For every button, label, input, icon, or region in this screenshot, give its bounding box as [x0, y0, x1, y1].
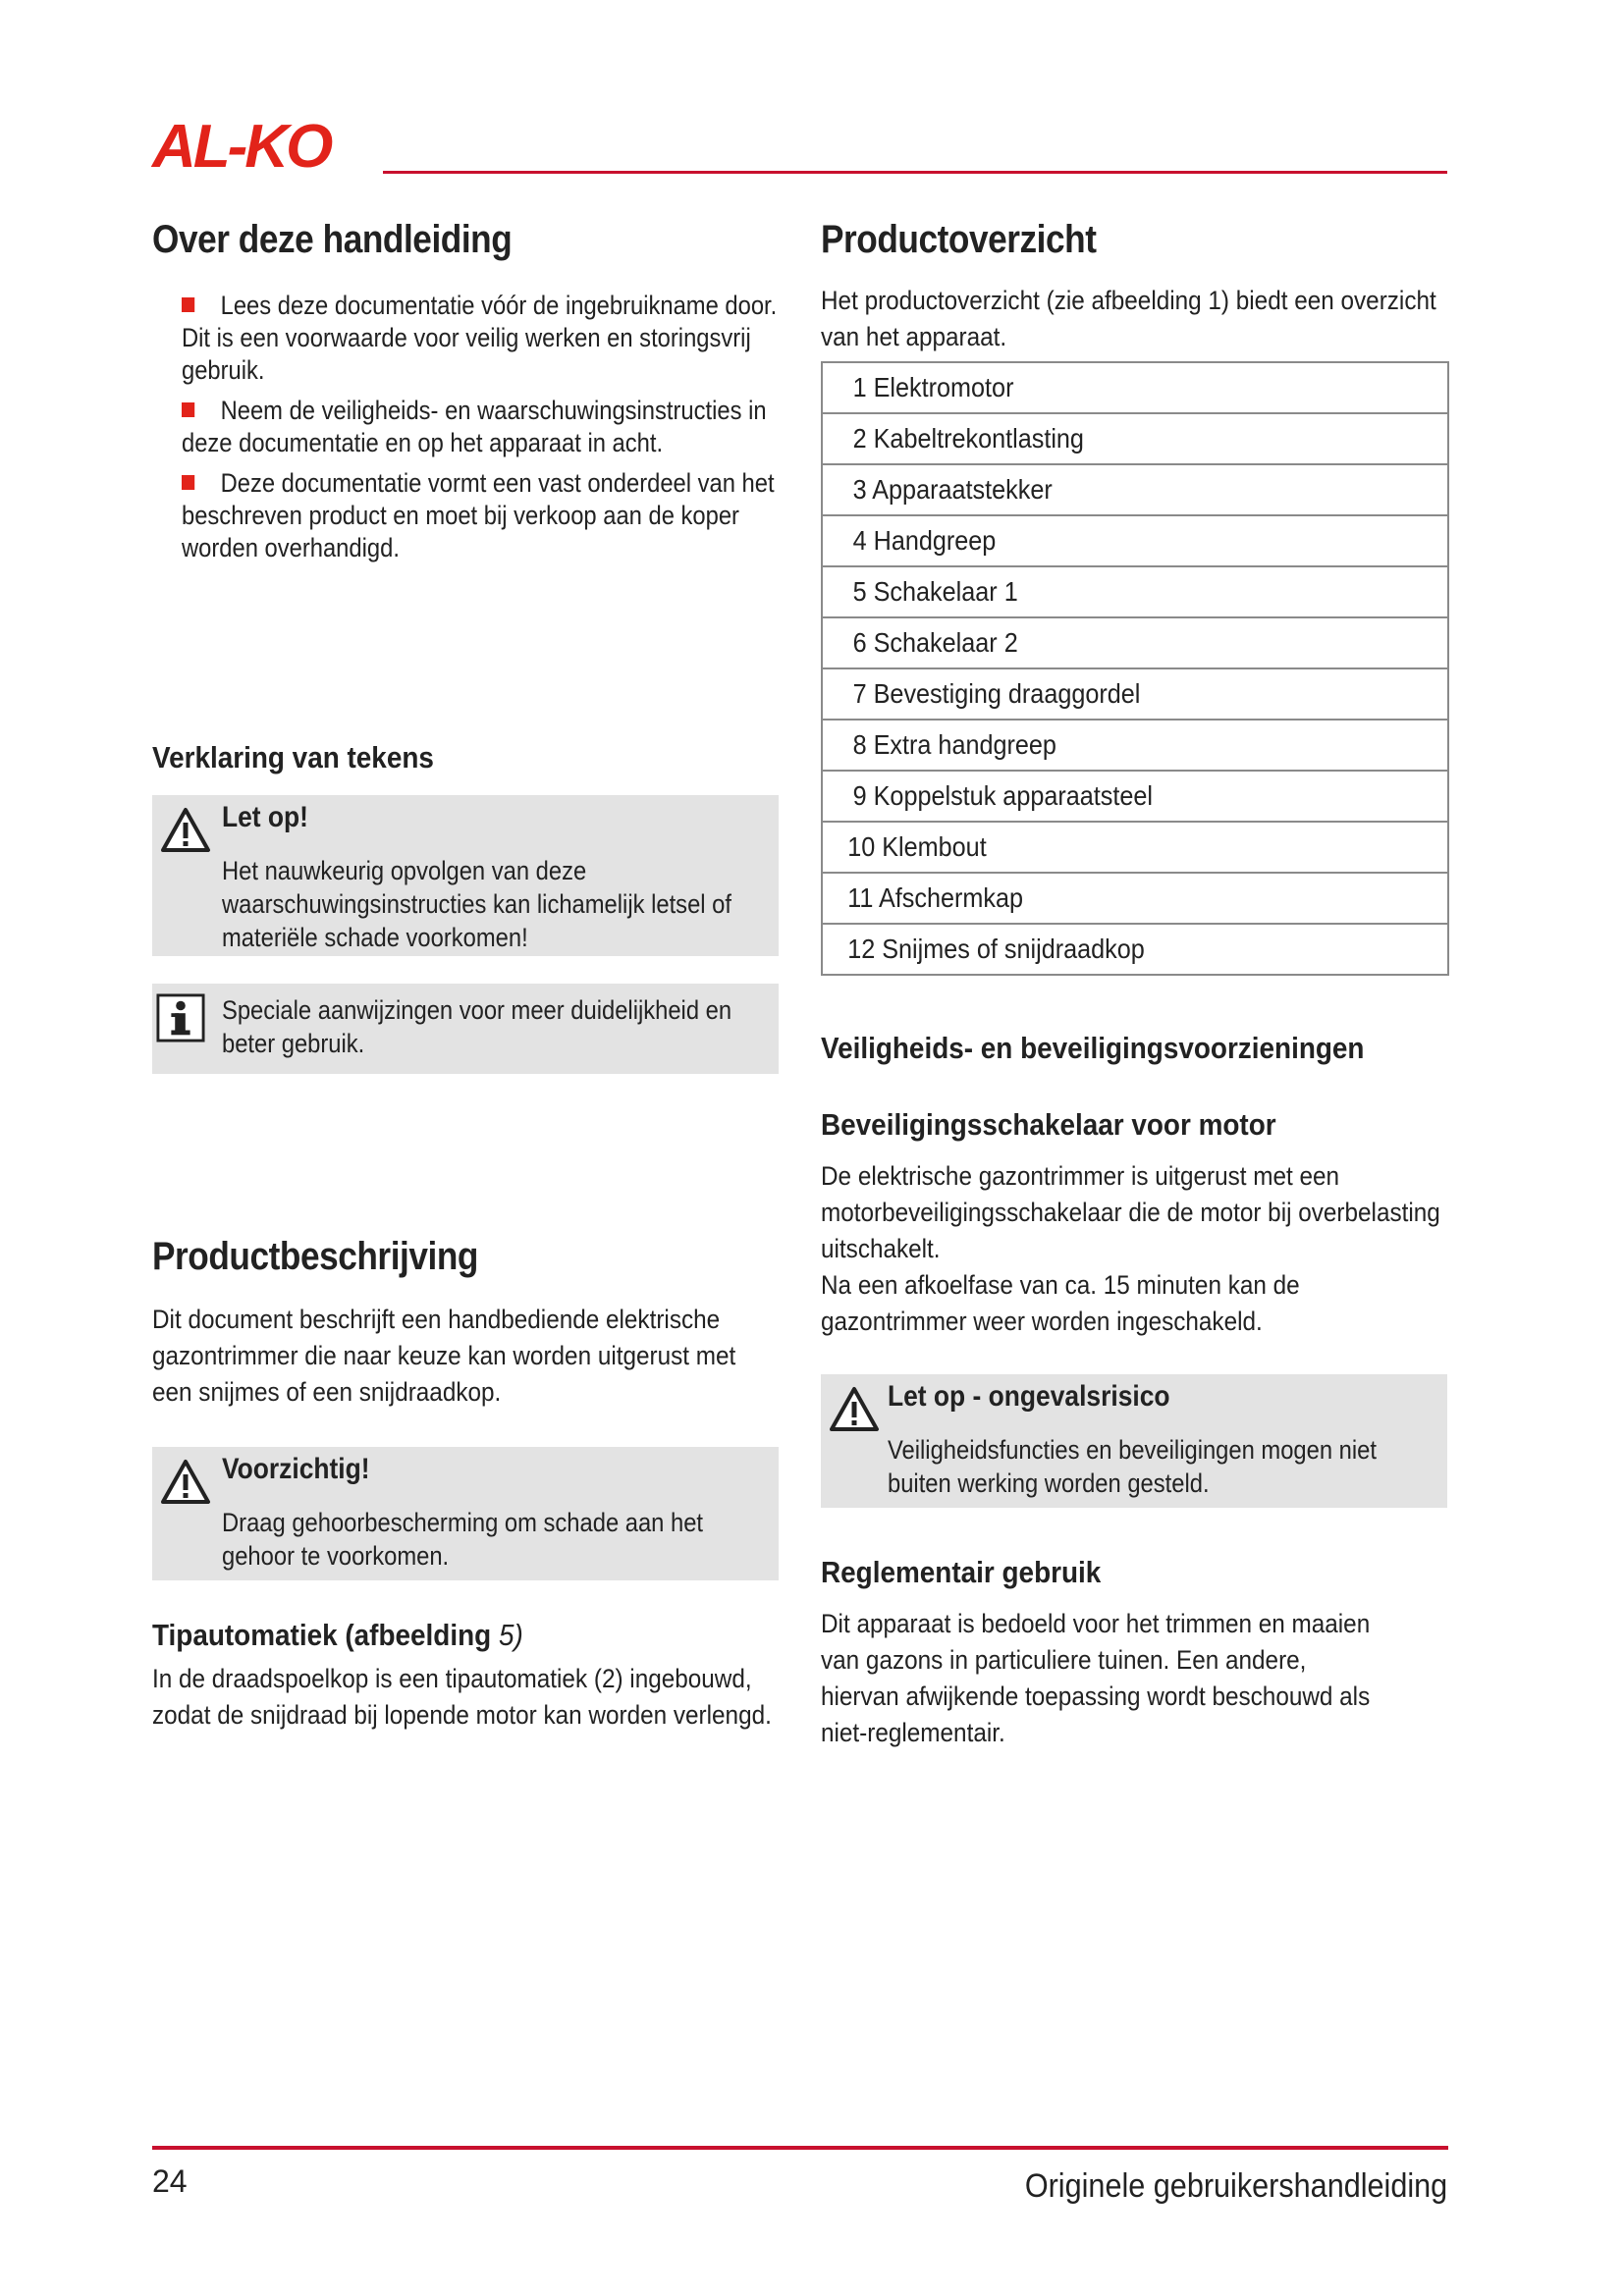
- warning-triangle-icon: [829, 1384, 880, 1435]
- caution-box: [152, 1447, 779, 1580]
- table-row: 7 Bevestiging draaggordel: [822, 668, 1448, 720]
- product-text: Dit document beschrijft een handbediende elektrische gazontrimmer die naar keuze kan worden uitgerust met een snijmes of een snijdraadkop.: [152, 1305, 736, 1407]
- overview-title: Productoverzicht: [821, 218, 1097, 261]
- logo-text: AL-KO: [152, 113, 331, 181]
- right-column: [821, 216, 1449, 1747]
- info-box: [152, 984, 779, 1074]
- alko-logo: [152, 113, 331, 181]
- table-row: 9 Koppelstuk apparaatsteel: [822, 771, 1448, 822]
- tip-text: In de draadspoelkop is een tipautomatiek (2) ingebouwd, zodat de snijdraad bij lopende motor kan worden verlengd.: [152, 1664, 772, 1730]
- bullet-item: Deze documentatie vormt een vast onderdeel van het beschreven product en moet bij verkoop aan de koper worden overhandigd.: [182, 468, 775, 562]
- info-icon: [156, 993, 205, 1042]
- signs-title: Verklaring van tekens: [152, 740, 434, 774]
- table-row: 8 Extra handgreep: [822, 720, 1448, 771]
- overview-text: Het productoverzicht (zie afbeelding 1) biedt een overzicht van het apparaat.: [821, 286, 1436, 351]
- bullet-square-icon: [182, 297, 194, 312]
- footer-rule: [152, 2146, 1448, 2150]
- header-rule: [383, 171, 1447, 174]
- about-title: Over deze handleiding: [152, 218, 513, 261]
- table-row: 11 Afschermkap: [822, 873, 1448, 924]
- table-row: 10 Klembout: [822, 822, 1448, 873]
- parts-table: [821, 361, 1449, 976]
- warning-text: Het nauwkeurig opvolgen van deze waarschuwingsinstructies kan lichamelijk letsel of materiële schade voorkomen!: [222, 856, 731, 952]
- tip-title: Tipautomatiek (afbeelding 5): [152, 1618, 523, 1652]
- document-title: Originele gebruikershandleiding: [1024, 2167, 1447, 2205]
- risk-title: Let op - ongevalsrisico: [888, 1380, 1170, 1413]
- table-row: 4 Handgreep: [822, 515, 1448, 566]
- info-text: Speciale aanwijzingen voor meer duidelijkheid en beter gebruik.: [222, 995, 732, 1058]
- page-number: 24: [152, 2163, 188, 2199]
- table-row: 2 Kabeltrekontlasting: [822, 413, 1448, 464]
- table-row: 5 Schakelaar 1: [822, 566, 1448, 617]
- left-column: [152, 216, 781, 1730]
- safety-title: Veiligheids- en beveiligingsvoorzieningen: [821, 1031, 1365, 1065]
- risk-text: Veiligheidsfuncties en beveiligingen mogen niet buiten werking worden gesteld.: [888, 1435, 1377, 1498]
- usage-title: Reglementair gebruik: [821, 1555, 1102, 1589]
- switch-text-1: De elektrische gazontrimmer is uitgerust met een motorbeveiligingsschakelaar die de motor bij overbelasting uitschakelt.: [821, 1161, 1440, 1263]
- table-row: 1 Elektromotor: [822, 362, 1448, 413]
- switch-title: Beveiligingsschakelaar voor motor: [821, 1107, 1276, 1142]
- switch-text-2: Na een afkoelfase van ca. 15 minuten kan de gazontrimmer weer worden ingeschakeld.: [821, 1270, 1300, 1336]
- bullet-item: Neem de veiligheids- en waarschuwingsinstructies in deze documentatie en op het apparaat in acht.: [182, 396, 767, 457]
- table-row: 12 Snijmes of snijdraadkop: [822, 924, 1448, 975]
- about-bullets: [152, 290, 781, 564]
- caution-text: Draag gehoorbescherming om schade aan het gehoor te voorkomen.: [222, 1508, 704, 1571]
- warning-triangle-icon: [160, 1457, 211, 1508]
- bullet-square-icon: [182, 402, 194, 417]
- product-title: Productbeschrijving: [152, 1235, 478, 1278]
- table-row: 6 Schakelaar 2: [822, 617, 1448, 668]
- usage-text: Dit apparaat is bedoeld voor het trimmen en maaien van gazons in particuliere tuinen. Een andere, hiervan afwijkende toepassing wordt beschouwd als niet-reglementair.: [821, 1609, 1371, 1747]
- bullet-item: Lees deze documentatie vóór de ingebruikname door. Dit is een voorwaarde voor veilig werken en storingsvrij gebruik.: [182, 291, 778, 385]
- bullet-square-icon: [182, 475, 194, 490]
- warning-triangle-icon: [160, 805, 211, 856]
- warning-title: Let op!: [222, 801, 308, 833]
- risk-box: [821, 1374, 1447, 1508]
- caution-title: Voorzichtig!: [222, 1453, 370, 1485]
- warning-box: [152, 795, 779, 956]
- table-row: 3 Apparaatstekker: [822, 464, 1448, 515]
